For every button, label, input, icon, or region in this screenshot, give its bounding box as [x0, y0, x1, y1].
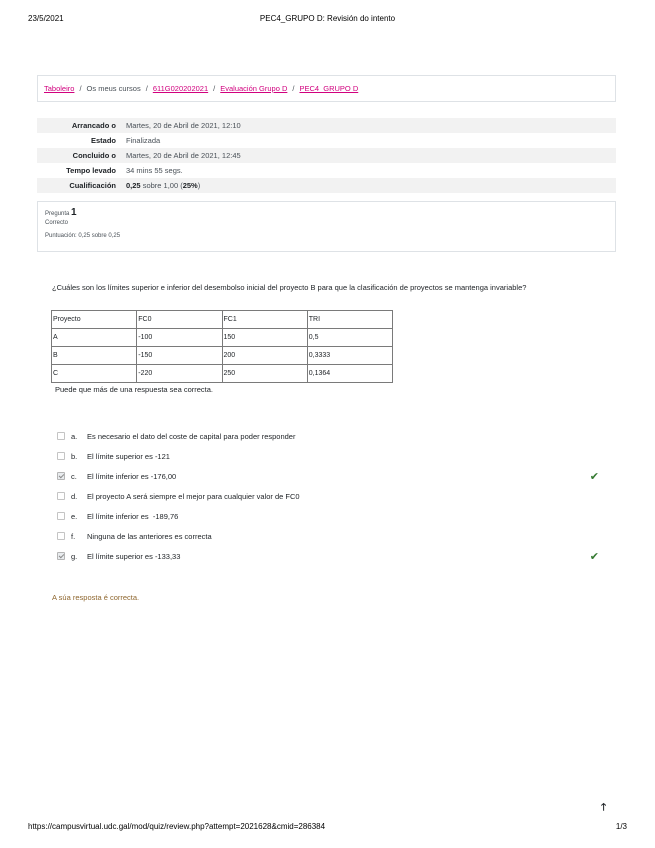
table-cell: -150: [137, 347, 222, 365]
summary-row-time: [37, 163, 616, 178]
table-cell: 0,1364: [307, 365, 392, 383]
table-cell: C: [52, 365, 137, 383]
completed-label: Concluido o: [72, 151, 116, 160]
answer-option-g[interactable]: [57, 546, 605, 566]
time-label: Tempo levado: [66, 166, 116, 175]
time-value: 34 mins 55 segs.: [126, 166, 183, 175]
breadcrumb-separator: /: [213, 84, 216, 93]
answer-feedback: A súa resposta é correcta.: [52, 593, 140, 602]
table-cell: 200: [222, 347, 307, 365]
grade-score: 0,25: [126, 181, 141, 190]
answer-option-e[interactable]: [57, 506, 605, 526]
answer-text: Es necesario el dato del coste de capital para poder responder: [87, 431, 296, 441]
answer-checkbox-checked[interactable]: [57, 552, 65, 560]
table-header: Proyecto: [52, 311, 137, 329]
breadcrumb-quiz-link[interactable]: PEC4_GRUPO D: [299, 84, 359, 93]
question-state: Correcto: [45, 220, 69, 226]
table-cell: 0,3333: [307, 347, 392, 365]
table-header: TRI: [307, 311, 392, 329]
answer-list: [57, 426, 605, 566]
answer-checkbox[interactable]: [57, 492, 65, 500]
answer-text: Ninguna de las anteriores es correcta: [87, 531, 212, 541]
table-header: FC0: [137, 311, 222, 329]
answer-checkbox[interactable]: [57, 532, 65, 540]
table-cell: 0,5: [307, 329, 392, 347]
table-row: [52, 347, 393, 365]
summary-row-completed: [37, 148, 616, 163]
state-label: Estado: [90, 136, 116, 145]
question-number: [45, 207, 608, 218]
answer-option-d[interactable]: [57, 486, 605, 506]
table-header-row: [52, 311, 393, 329]
table-cell: -220: [137, 365, 222, 383]
breadcrumb-separator: /: [79, 84, 82, 93]
answer-letter: b.: [71, 451, 78, 461]
answer-text: El proyecto A será siempre el mejor para cualquier valor de FC0: [87, 491, 300, 501]
started-label: Arrancado o: [71, 121, 116, 130]
print-date: 23/5/2021: [28, 14, 64, 23]
grade-percent: 25%: [182, 181, 198, 190]
completed-value: Martes, 20 de Abril de 2021, 12:45: [126, 151, 241, 160]
answer-text: El límite superior es -121: [87, 451, 170, 461]
answer-text: El límite superior es -133,33: [87, 551, 181, 561]
table-cell: 150: [222, 329, 307, 347]
grade-value: [124, 178, 616, 193]
answer-letter: d.: [71, 491, 78, 501]
summary-row-grade: [37, 178, 616, 193]
question-number-value: 1: [71, 207, 77, 218]
table-cell: A: [52, 329, 137, 347]
answer-letter: a.: [71, 431, 78, 441]
answer-text: El límite inferior es -189,76: [87, 511, 179, 521]
answer-letter: g.: [71, 551, 78, 561]
breadcrumb-section-link[interactable]: Evaluación Grupo D: [220, 84, 288, 93]
breadcrumb-course-link[interactable]: 611G020202021: [152, 84, 209, 93]
grade-close: ): [197, 181, 201, 190]
answer-option-c[interactable]: [57, 466, 605, 486]
answer-option-f[interactable]: [57, 526, 605, 546]
print-url: https://campusvirtual.udc.gal/mod/quiz/review.php?attempt=2021628&cmid=286384: [28, 822, 326, 831]
correct-check-icon: ✔: [589, 551, 599, 563]
answer-letter: e.: [71, 511, 78, 521]
page-number: 1/3: [615, 822, 627, 831]
state-value: Finalizada: [126, 136, 161, 145]
grade-label: Cualificación: [69, 181, 116, 190]
table-cell: B: [52, 347, 137, 365]
answer-checkbox-checked[interactable]: [57, 472, 65, 480]
table-cell: 250: [222, 365, 307, 383]
answer-letter: c.: [71, 471, 77, 481]
question-mark: Puntuación: 0,25 sobre 0,25: [45, 233, 121, 239]
correct-check-icon: ✔: [589, 471, 599, 483]
answer-option-a[interactable]: [57, 426, 605, 446]
breadcrumb-dashboard-link[interactable]: Taboleiro: [44, 84, 75, 93]
table-row: [52, 365, 393, 383]
question-data-table: [51, 310, 393, 383]
answer-checkbox[interactable]: [57, 452, 65, 460]
question-text: ¿Cuáles son los límites superior e inferior del desembolso inicial del proyecto B para que la clasificación de proyectos se mantenga invariable?: [52, 283, 527, 292]
attempt-summary-table: [37, 118, 616, 193]
grade-out-of: sobre 1,00 (: [140, 181, 183, 190]
breadcrumb-my-courses: Os meus cursos: [86, 84, 141, 93]
summary-row-started: [37, 118, 616, 133]
breadcrumb: [37, 75, 616, 102]
question-prefix: Pregunta: [45, 211, 70, 217]
table-header: FC1: [222, 311, 307, 329]
breadcrumb-separator: /: [292, 84, 295, 93]
question-info-box: [37, 201, 616, 252]
summary-row-state: [37, 133, 616, 148]
answer-letter: f.: [71, 531, 76, 541]
answer-option-b[interactable]: [57, 446, 605, 466]
breadcrumb-separator: /: [145, 84, 148, 93]
multiple-answer-hint: Puede que más de una respuesta sea correcta.: [55, 385, 214, 394]
answer-text: El límite inferior es -176,00: [87, 471, 177, 481]
answer-checkbox[interactable]: [57, 432, 65, 440]
table-row: [52, 329, 393, 347]
started-value: Martes, 20 de Abril de 2021, 12:10: [126, 121, 241, 130]
print-title: PEC4_GRUPO D: Revisión do intento: [259, 14, 396, 23]
back-to-top-icon[interactable]: 🡑: [601, 802, 607, 813]
table-cell: -100: [137, 329, 222, 347]
answer-checkbox[interactable]: [57, 512, 65, 520]
